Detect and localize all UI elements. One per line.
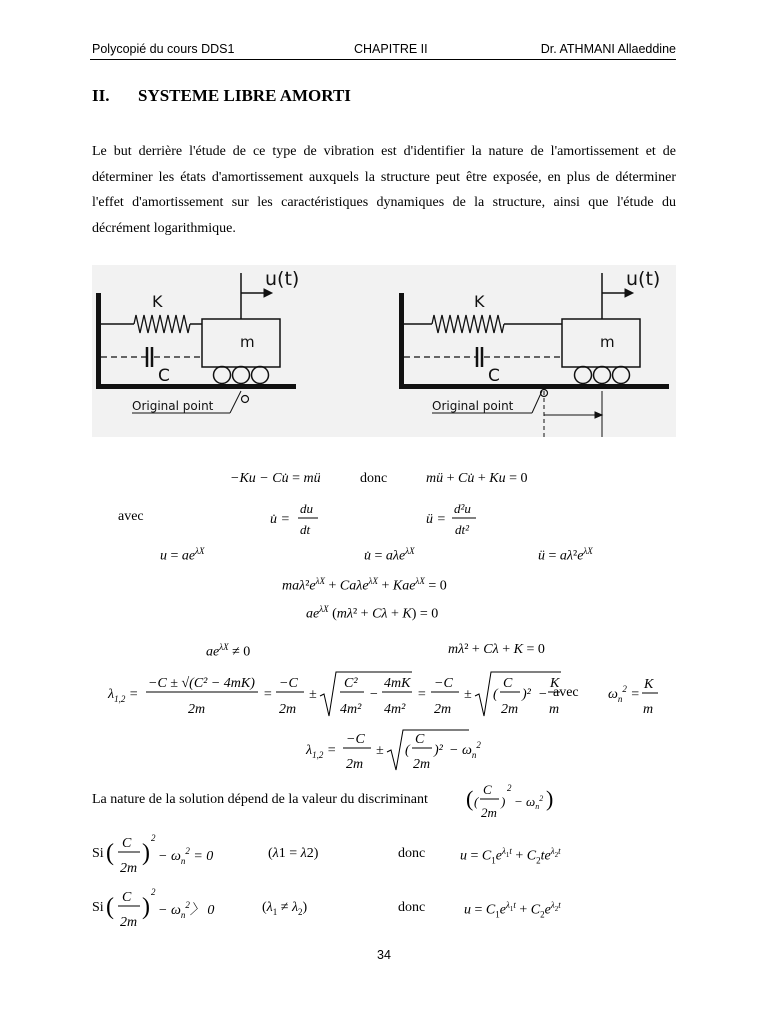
svg-text:(: ( (106, 840, 114, 866)
case1-condition (106, 828, 226, 878)
svg-text:): ) (501, 794, 506, 809)
left-spring-label: K (152, 292, 163, 311)
svg-text:−: − (369, 687, 379, 702)
svg-text:2: 2 (507, 783, 512, 793)
svg-text:λ1,2 =: $\lambda_{1,2}$ = (306, 743, 337, 760)
intro-paragraph: Le but derrière l'étude de ce type de vibration est d'identifier la nature de l'amortissement et de déterminer les états d'amortissement auxquels la structure peut être exposée, en plus de déterminer l'effet d'amortissement sur les caractéristiques dynamiques de la structure, ainsi que l'étude du décrément logarithmique. (92, 144, 676, 236)
header-rule (90, 59, 676, 60)
word-avec-2: avec (553, 685, 579, 700)
svg-text:dt: dt (300, 522, 311, 537)
svg-text:ωn2 =: $\omega_n^2$ = (608, 684, 640, 704)
svg-text:2m: 2m (413, 757, 431, 772)
left-diagram (96, 273, 296, 413)
svg-text:±: ± (376, 743, 384, 758)
svg-text:d²u: d²u (454, 501, 471, 516)
svg-text:2m: 2m (501, 702, 519, 717)
left-origin-label: Original point (132, 399, 214, 413)
svg-text:du: du (300, 501, 313, 516)
natural-frequency-def (608, 672, 668, 720)
header-author: Dr. ATHMANI Allaeddine (540, 42, 676, 56)
section-number: II. (92, 86, 110, 105)
right-origin-label: Original point (432, 399, 514, 413)
svg-text:m: m (549, 702, 560, 717)
svg-text:±: ± (309, 687, 317, 702)
svg-text:2m: 2m (188, 702, 206, 717)
svg-text:): ) (142, 894, 150, 920)
svg-text:λ1,2 =: $\lambda_{1,2}$ = (108, 687, 139, 704)
page-header (92, 42, 676, 60)
roots-formula (108, 668, 668, 724)
word-si-2: Si (92, 900, 104, 915)
svg-text:2m: 2m (434, 702, 452, 717)
svg-text:=: = (263, 687, 273, 702)
right-mass-label: m (600, 333, 615, 351)
svg-text:(: ( (405, 743, 410, 758)
svg-text:−C: −C (434, 676, 453, 691)
svg-text:2: 2 (151, 887, 156, 897)
udot-definition (270, 496, 330, 540)
right-damper-label: C (488, 366, 500, 386)
svg-text:K: K (550, 676, 560, 691)
roots-reduced (306, 726, 481, 774)
svg-text:C²: C² (344, 676, 358, 691)
word-avec-1: avec (118, 509, 144, 524)
svg-text:)²: )² (522, 687, 531, 702)
word-si-1: Si (92, 846, 104, 861)
svg-text:4m²: 4m² (384, 702, 406, 717)
svg-text:): ) (546, 786, 554, 811)
page-number: 34 (377, 948, 391, 962)
svg-text:− ωn2〉 0: − $\omega_n^2$〉 0 (158, 900, 215, 920)
figure-drawing (92, 265, 676, 437)
right-displacement-label: u(t) (626, 268, 661, 290)
svg-text:−C: −C (279, 676, 298, 691)
svg-text:2m: 2m (120, 861, 138, 876)
svg-text:2m: 2m (481, 805, 497, 820)
word-donc-1: donc (360, 471, 388, 486)
word-donc-2: donc (398, 846, 426, 861)
svg-text:2m: 2m (279, 702, 297, 717)
svg-text:C: C (122, 836, 132, 851)
svg-text:4m²: 4m² (340, 702, 362, 717)
svg-text:2m: 2m (346, 757, 364, 772)
svg-text:(: ( (474, 794, 479, 809)
svg-text:m: m (643, 702, 654, 717)
svg-text:ü =: ü = (426, 512, 446, 527)
right-spring-label: K (474, 292, 485, 311)
svg-text:− ωn2: − $\omega_n^2$ (449, 740, 481, 760)
left-displacement-label: u(t) (265, 268, 300, 290)
svg-text:C: C (503, 676, 513, 691)
svg-text:− ωn2: − $\omega_n^2$ (514, 794, 544, 811)
svg-text:±: ± (464, 687, 472, 702)
svg-text:C: C (415, 732, 425, 747)
header-course: Polycopié du cours DDS1 (92, 42, 235, 56)
case2-condition (106, 882, 226, 932)
svg-text:−: − (538, 687, 548, 702)
svg-text:K: K (644, 677, 654, 692)
svg-text:−C ± √(C² − 4mK): −C ± √(C² − 4mK) (148, 676, 255, 691)
svg-text:): ) (142, 840, 150, 866)
svg-text:4mK: 4mK (384, 676, 411, 691)
svg-text:dt²: dt² (455, 522, 470, 537)
svg-text:)²: )² (434, 743, 443, 758)
word-donc-3: donc (398, 900, 426, 915)
discriminant-expression (466, 779, 556, 823)
figure-labels (132, 268, 660, 413)
svg-text:(: ( (466, 786, 474, 811)
uddot-definition (426, 496, 496, 540)
svg-text:C: C (122, 890, 132, 905)
header-chapter: CHAPITRE II (354, 42, 428, 56)
svg-text:2: 2 (151, 833, 156, 843)
discriminant-sentence: La nature de la solution dépend de la valeur du discriminant (92, 792, 428, 807)
left-mass-label: m (240, 333, 255, 351)
left-damper-label: C (158, 366, 170, 386)
damped-system-figure (92, 265, 676, 437)
svg-text:C: C (483, 782, 492, 797)
svg-text:− ωn2 = 0: − $\omega_n^2 = 0$ (158, 846, 214, 866)
svg-text:(: ( (106, 894, 114, 920)
section-title (92, 86, 351, 106)
svg-text:−C: −C (346, 732, 365, 747)
svg-text:=: = (417, 687, 427, 702)
section-heading: SYSTEME LIBRE AMORTI (138, 86, 351, 105)
svg-text:2m: 2m (120, 915, 138, 930)
svg-text:u̇ =: u̇ = (270, 512, 290, 527)
svg-text:(: ( (493, 687, 498, 702)
